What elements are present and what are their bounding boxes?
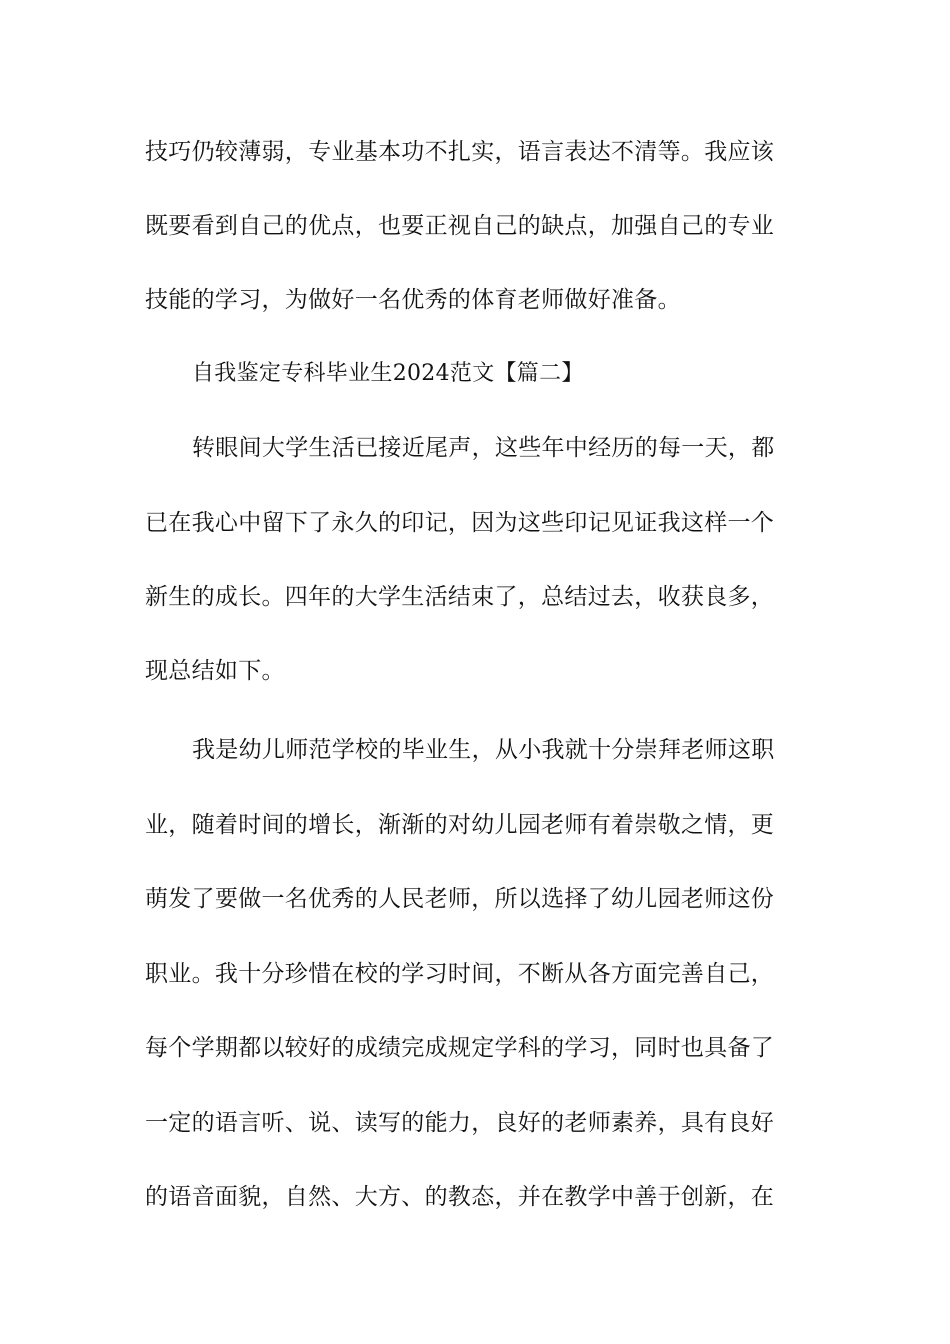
- text-line: 一定的语言听、说、读写的能力，良好的老师素养，具有良好: [145, 1110, 775, 1136]
- text-line: 业，随着时间的增长，渐渐的对幼儿园老师有着崇敬之情，更: [145, 812, 775, 838]
- text-line: 技巧仍较薄弱，专业基本功不扎实，语言表达不清等。我应该: [145, 139, 775, 165]
- text-line: 萌发了要做一名优秀的人民老师，所以选择了幼儿园老师这份: [145, 886, 775, 912]
- text-line: 每个学期都以较好的成绩完成规定学科的学习，同时也具备了: [145, 1035, 775, 1061]
- text-line: 技能的学习，为做好一名优秀的体育老师做好准备。: [145, 287, 681, 313]
- text-line: 职业。我十分珍惜在校的学习时间，不断从各方面完善自己，: [145, 961, 775, 987]
- text-line: 既要看到自己的优点，也要正视自己的缺点，加强自己的专业: [145, 213, 775, 239]
- text-line: 新生的成长。四年的大学生活结束了，总结过去，收获良多，: [145, 584, 775, 610]
- text-line: 现总结如下。: [145, 658, 285, 684]
- section-heading: 自我鉴定专科毕业生2024范文【篇二】: [192, 361, 584, 386]
- text-line: 已在我心中留下了永久的印记，因为这些印记见证我这样一个: [145, 510, 775, 536]
- text-line: 我是幼儿师范学校的毕业生，从小我就十分崇拜老师这职: [192, 737, 775, 763]
- text-line: 的语音面貌，自然、大方、的教态，并在教学中善于创新，在: [145, 1184, 775, 1210]
- text-line: 转眼间大学生活已接近尾声，这些年中经历的每一天，都: [192, 435, 775, 461]
